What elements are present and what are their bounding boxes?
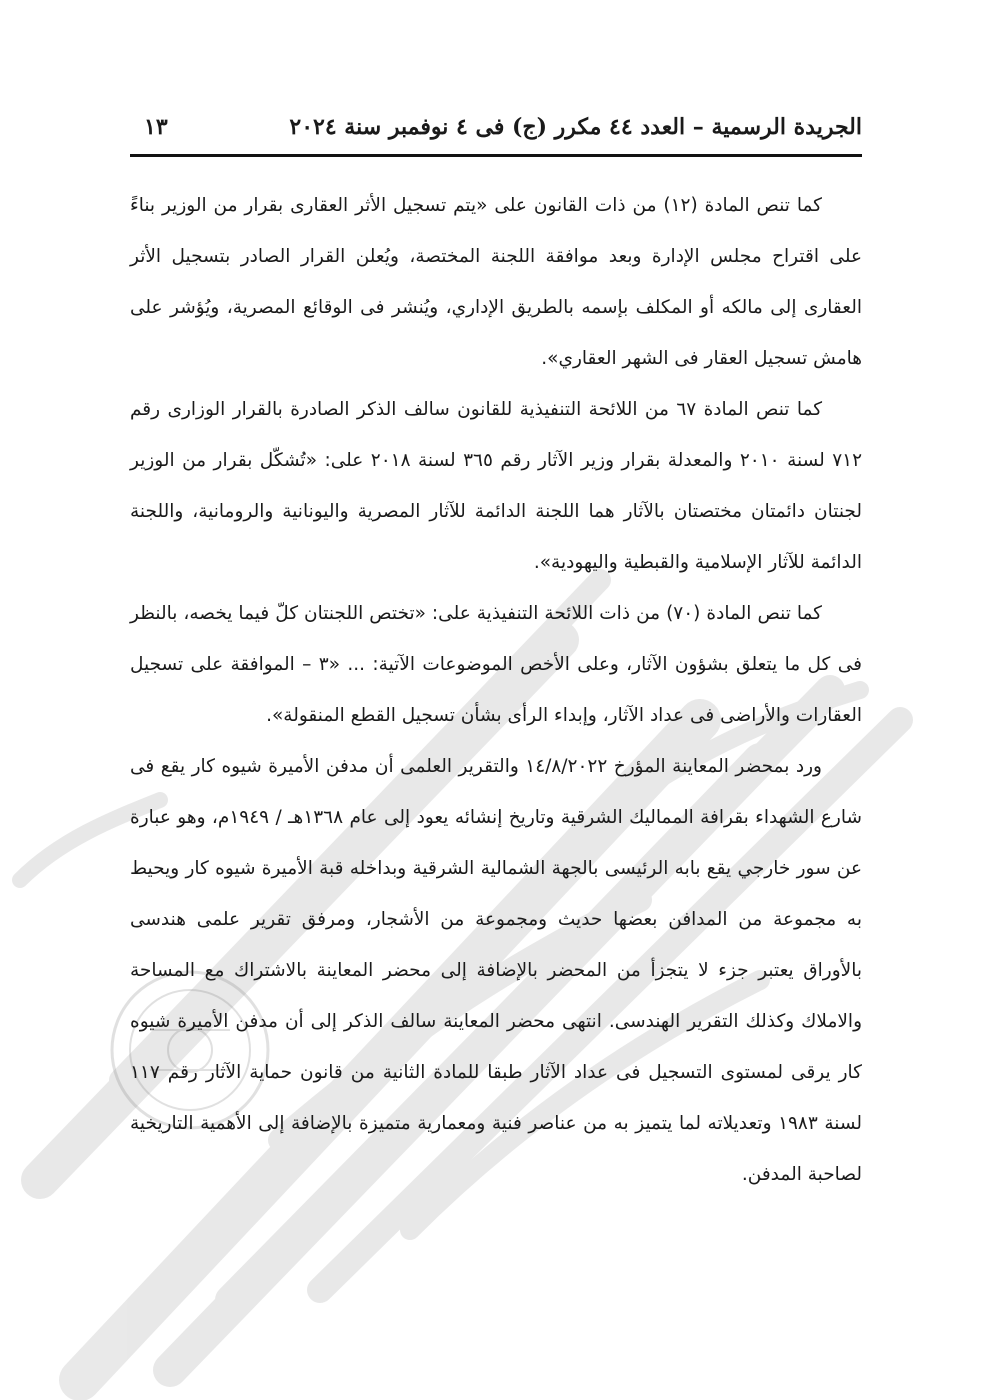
paragraph-inspection-report: ورد بمحضر المعاينة المؤرخ ١٤/٨/٢٠٢٢ والتقرير العلمى أن مدفن الأميرة شيوه كار يقع فى شارع الشهداء بقرافة المماليك الشرقية وتاريخ إنشائه يعود إلى عام ١٣٦٨هـ / ١٩٤٩م، وهو عبارة عن سور خارجي يقع بابه الرئيسى بالجهة الشمالية الشرقية وبداخله قبة الأميرة شيوه كار ويحيط به مجموعة من المدافن بعضها حديث ومجموعة من الأشجار، ومرفق تقرير علمى هندسى بالأوراق يعتبر جزء لا يتجزأ من المحضر بالإضافة إلى محضر المعاينة بالاشتراك مع المساحة والاملاك وكذلك التقرير الهندسى. انتهى محضر المعاينة سالف الذكر إلى أن مدفن الأميرة شيوه كار يرقى لمستوى التسجيل فى عداد الآثار طبقا للمادة الثانية من قانون حماية الآثار رقم ١١٧ لسنة ١٩٨٣ وتعديلاته لما يتميز به من عناصر فنية ومعمارية متميزة بالإضافة إلى الأهمية التاريخية لصاحبة المدفن. <box>130 756 863 1185</box>
paragraph-article-12: كما تنص المادة (١٢) من ذات القانون على «يتم تسجيل الأثر العقارى بقرار من الوزير بناءً على اقتراح مجلس الإدارة وبعد موافقة اللجنة المختصة، ويُعلن القرار الصادر بتسجيل الأثر العقارى إلى مالكه أو المكلف بإسمه بالطريق الإداري، ويُنشر فى الوقائع المصرية، ويُؤشر على هامش تسجيل العقار فى الشهر العقاري». <box>130 195 862 369</box>
paragraph-article-67: كما تنص المادة ٦٧ من اللائحة التنفيذية للقانون سالف الذكر الصادرة بالقرار الوزارى رقم ٧١٢ لسنة ٢٠١٠ والمعدلة بقرار وزير الآثار رقم ٣٦٥ لسنة ٢٠١٨ على: «تُشكّل بقرار من الوزير لجنتان دائمتان مختصتان بالآثار هما اللجنة الدائمة للآثار المصرية واليونانية والرومانية، واللجنة الدائمة للآثار الإسلامية والقبطية واليهودية». <box>130 399 863 573</box>
page-header <box>130 106 862 157</box>
gazette-title: الجريدة الرسمية – العدد ٤٤ مكرر (ج) فى ٤ نوفمبر سنة ٢٠٢٤ <box>289 114 862 140</box>
paragraph-article-70: كما تنص المادة (٧٠) من ذات اللائحة التنفيذية على: «تختص اللجنتان كلّ فيما يخصه، بالنظر فى كل ما يتعلق بشؤون الآثار، وعلى الأخص الموضوعات الآتية: ... «٣ – الموافقة على تسجيل العقارات والأراضى فى عداد الآثار، وإبداء الرأى بشأن تسجيل القطع المنقولة». <box>130 603 862 726</box>
page-number: ١٣ <box>144 114 168 140</box>
document-body <box>130 180 862 1200</box>
